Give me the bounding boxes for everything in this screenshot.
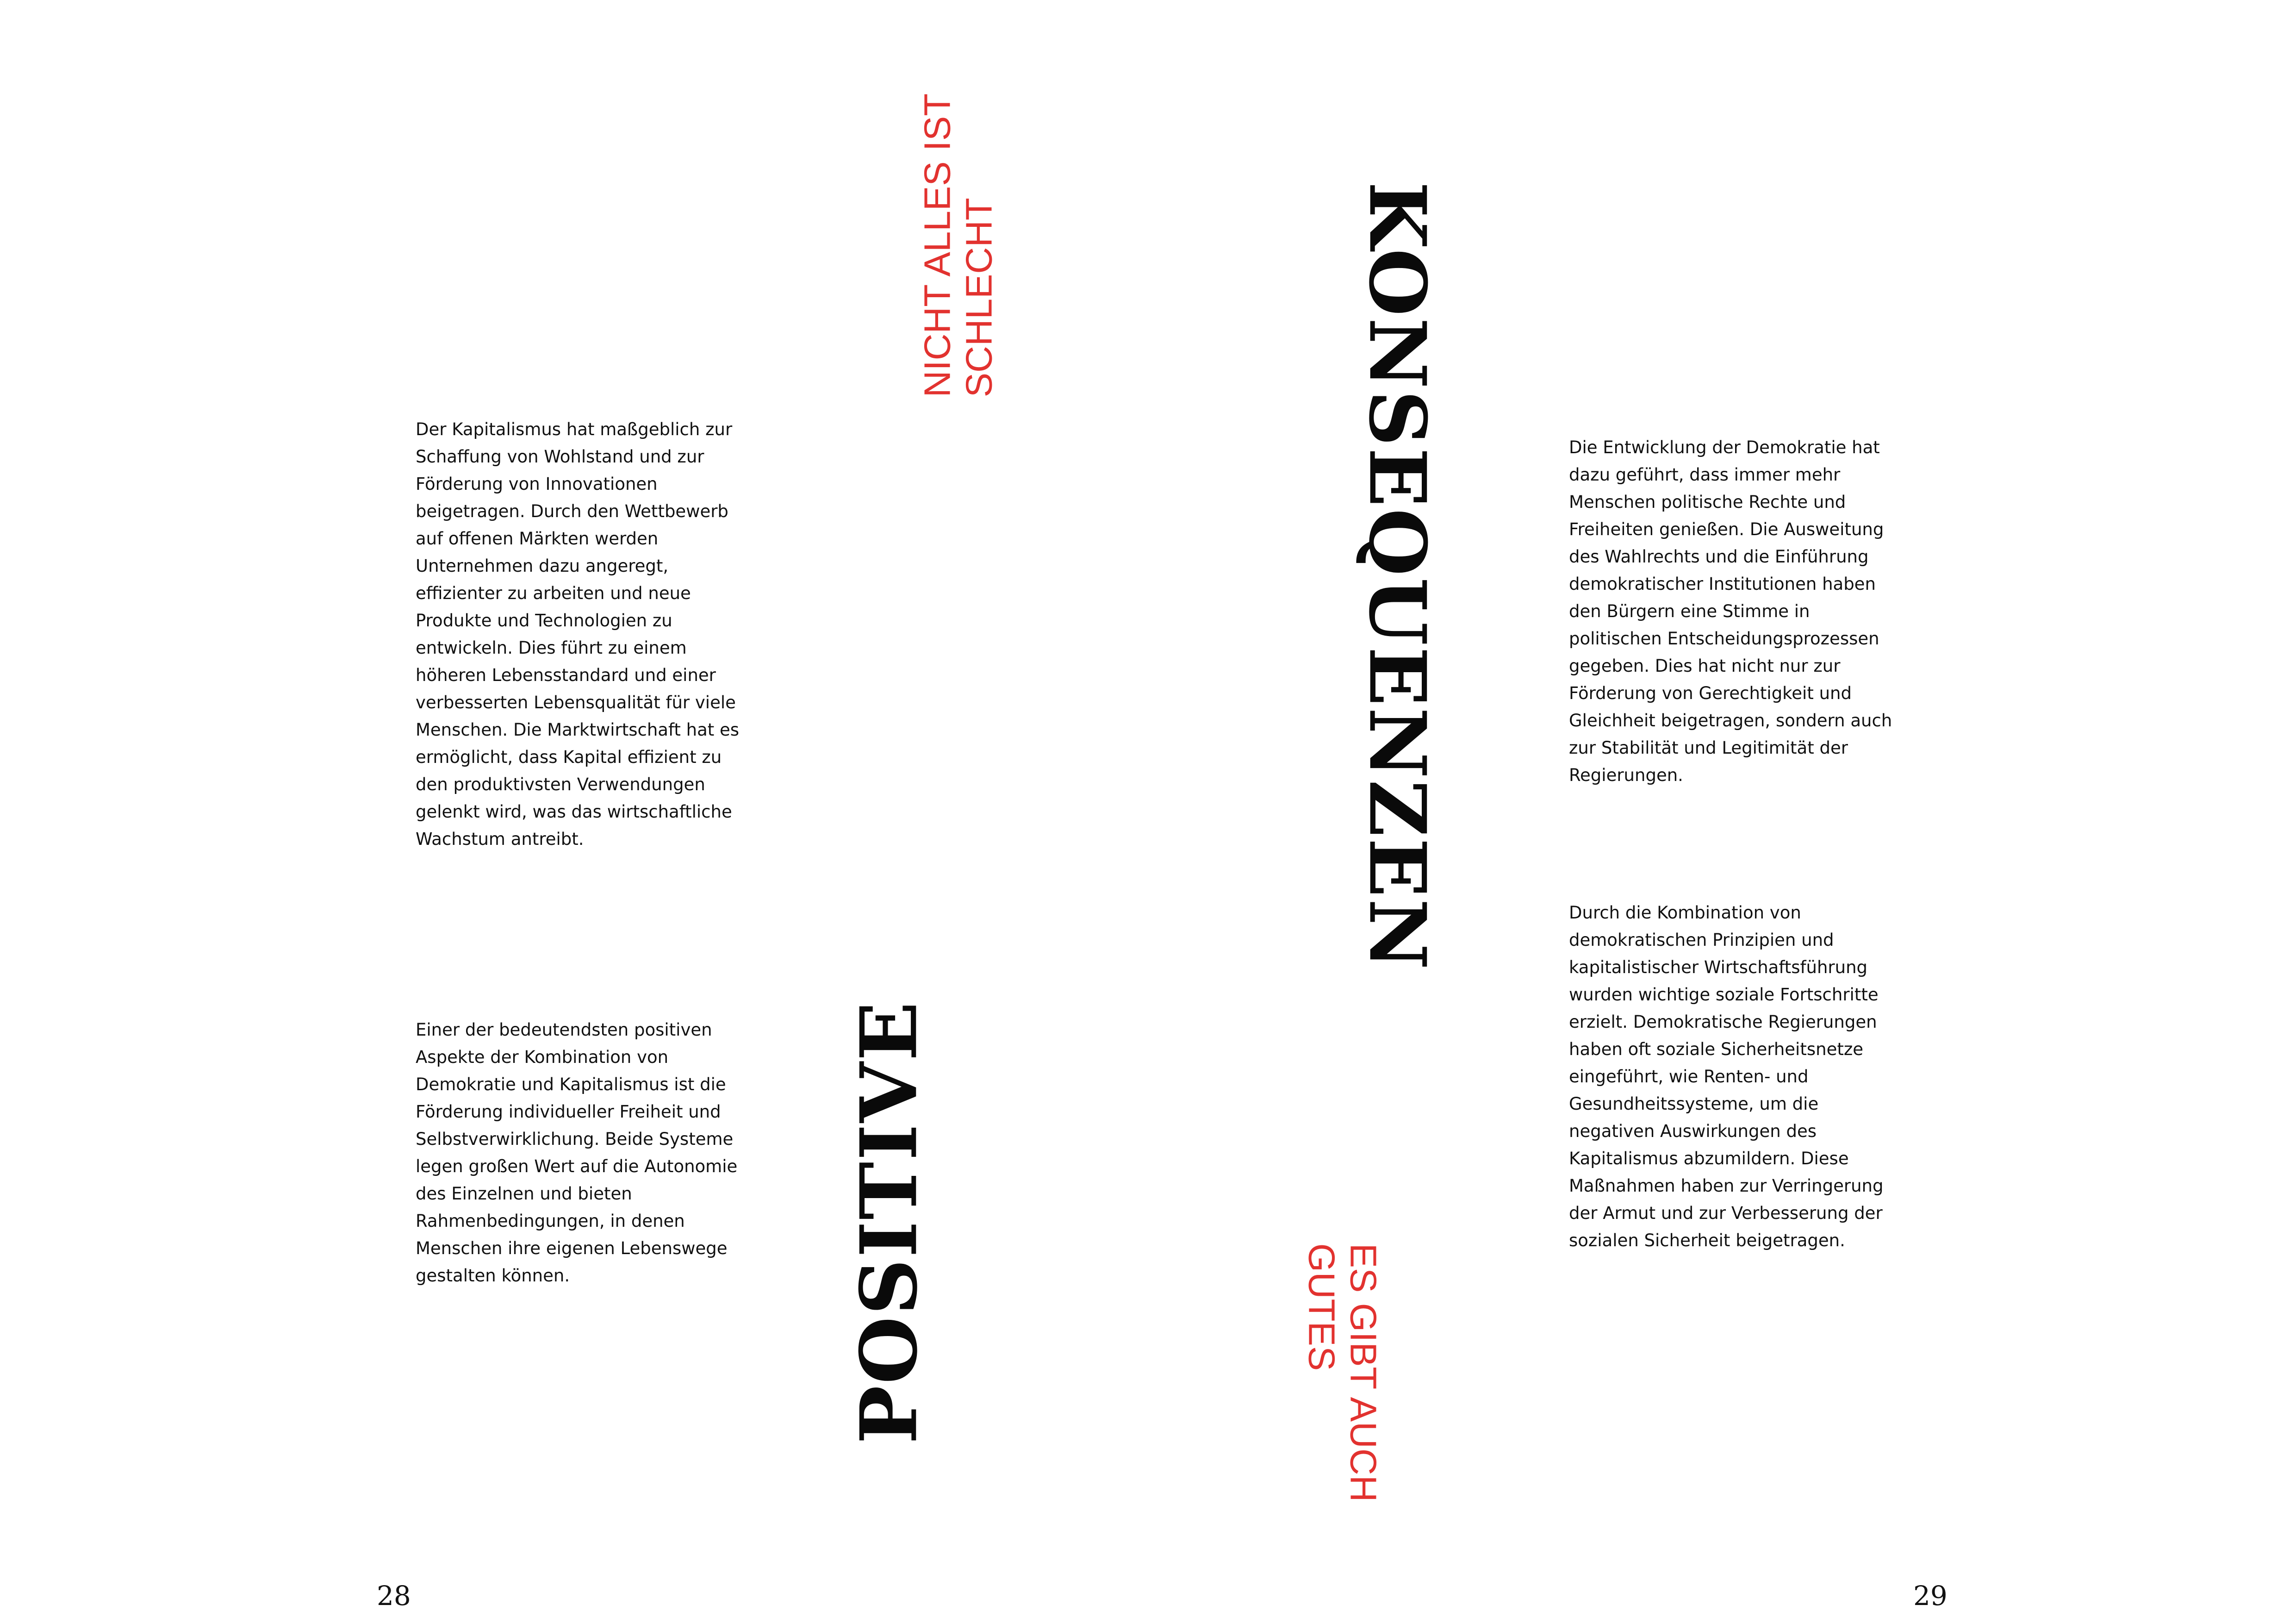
right-subtitle-line-2: GUTES xyxy=(1301,1243,1343,1371)
left-paragraph-2: Einer der bedeutendsten positiven Aspekte der Kombination von Demokratie und Kapitalismus ist die Förderung individueller Freiheit und Selbstverwirklichung. Beide Systeme legen großen Wert auf die Autonomie des Einzelnen und bieten Rahmenbedingungen, in denen Menschen ihre eigenen Lebenswege gestalten können. xyxy=(416,1020,738,1286)
right-subtitle-wrap xyxy=(1291,1243,1393,1502)
right-subtitle-line-1: ES GIBT AUCH xyxy=(1343,1243,1384,1502)
right-subtitle xyxy=(1300,1243,1384,1502)
right-paragraph-2: Durch die Kombination von demokratischen Prinzipien und kapitalistischer Wirtschaftsführung wurden wichtige soziale Fortschritte erzielt. Demokratische Regierungen haben oft soziale Sicherheitsnetze eingeführt, wie Renten- und Gesundheitssysteme, um die negativen Auswirkungen des Kapitalismus abzumildern. Diese Maßnahmen haben zur Verringerung der Armut und zur Verbesserung der sozialen Sicherheit beigetragen. xyxy=(1569,903,1884,1250)
right-title-wrap xyxy=(1351,111,1444,1042)
right-page-number: 29 xyxy=(1913,1580,1948,1612)
right-paragraph-1: Die Entwicklung der Demokratie hat dazu geführt, dass immer mehr Menschen politische Rechte und Freiheiten genießen. Die Ausweitung des Wahlrechts und die Einführung demokratischer Institutionen haben den Bürgern eine Stimme in politischen Entscheidungsprozessen gegeben. Dies hat nicht nur zur Förderung von Gerechtigkeit und Gleichheit beigetragen, sondern auch zur Stabilität und Legitimität der Regierungen. xyxy=(1569,437,1892,785)
right-title: KONSEQUENZEN xyxy=(1352,181,1444,971)
left-subtitle-line-1: NICHT ALLES IST xyxy=(916,93,958,398)
left-subtitle-line-2: SCHLECHT xyxy=(958,198,999,398)
left-title: POSITIVE xyxy=(843,1000,934,1444)
left-page-number: 28 xyxy=(377,1580,411,1612)
left-subtitle xyxy=(916,94,1000,398)
left-title-wrap xyxy=(842,954,935,1491)
left-subtitle-wrap xyxy=(907,93,1009,398)
left-paragraph-1: Der Kapitalismus hat maßgeblich zur Schaffung von Wohlstand und zur Förderung von Innovationen beigetragen. Durch den Wettbewerb auf offenen Märkten werden Unternehmen dazu angeregt, effizienter zu arbeiten und neue Produkte und Technologien zu entwickeln. Dies führt zu einem höheren Lebensstandard und einer verbesserten Lebensqualität für viele Menschen. Die Marktwirtschaft hat es ermöglicht, dass Kapital effizient zu den produktivsten Verwendungen gelenkt wird, was das wirtschaftliche Wachstum antreibt. xyxy=(416,419,740,849)
